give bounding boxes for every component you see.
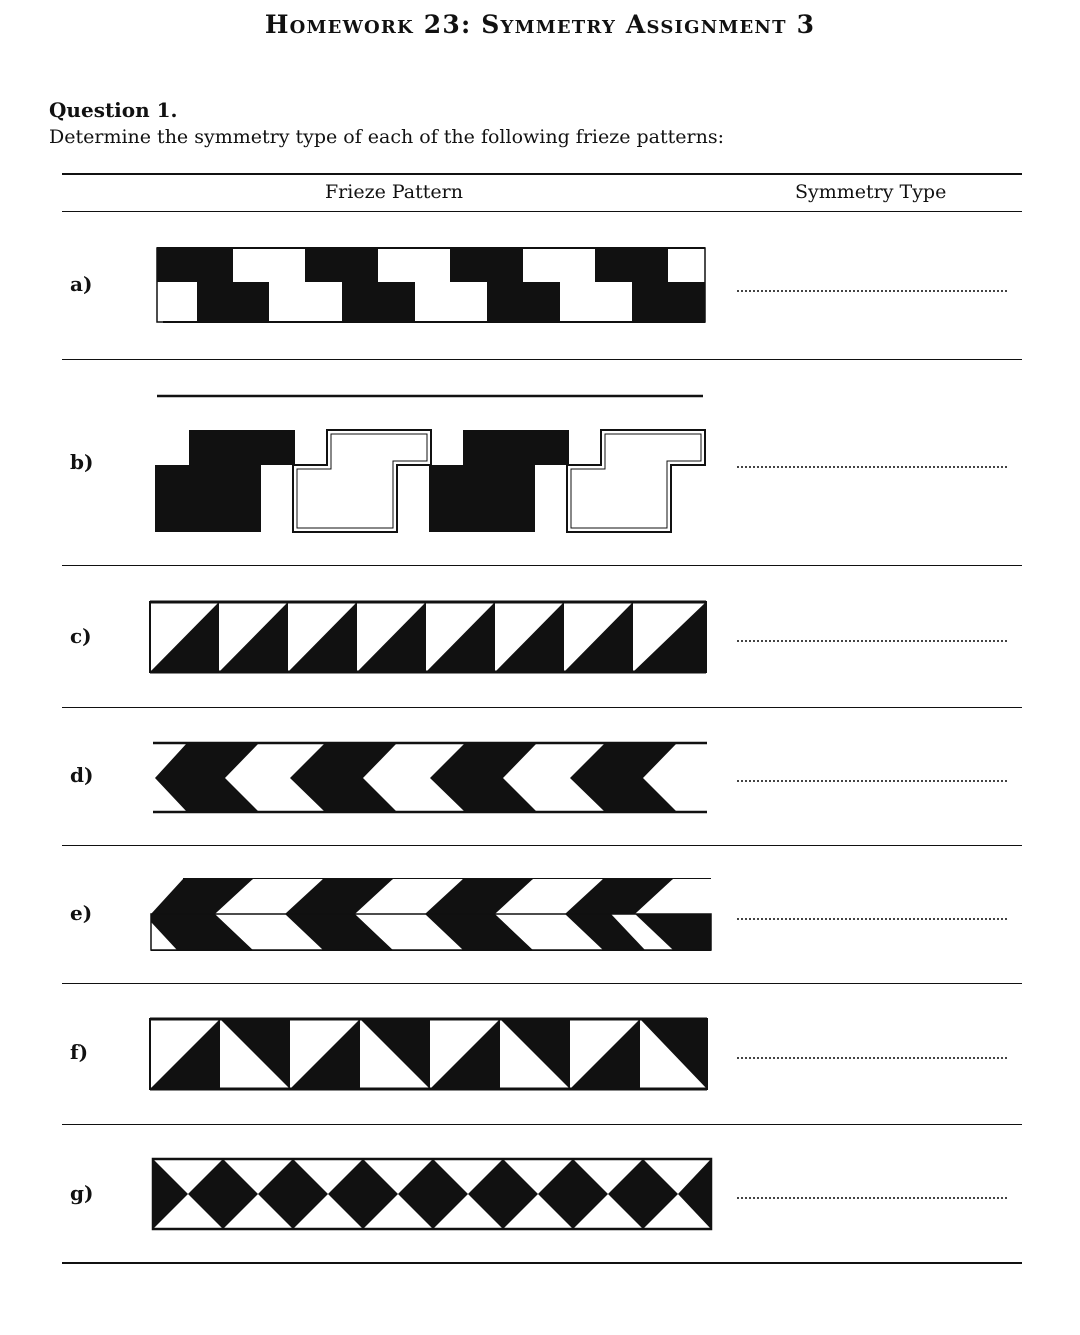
answer-blank-b[interactable] [737,466,1007,468]
answer-blank-c[interactable] [737,640,1007,642]
row-label-d: d) [70,763,94,787]
row-label-c: c) [70,624,92,648]
answer-blank-d[interactable] [737,780,1007,782]
row-label-b: b) [70,450,94,474]
row-label-e: e) [70,901,93,925]
row-label-a: a) [70,272,93,296]
row-label-g: g) [70,1181,94,1205]
answer-blank-g[interactable] [737,1197,1007,1199]
table-top-rule [62,173,1022,175]
table-bottom-rule [62,1262,1022,1264]
frieze-pattern-f [145,1014,720,1094]
frieze-pattern-e [145,874,720,956]
header-symmetry-type: Symmetry Type [795,181,947,203]
row-divider [62,565,1022,566]
frieze-pattern-g [145,1154,720,1234]
question-prompt: Determine the symmetry type of each of the following frieze patterns: [49,126,724,148]
frieze-pattern-a [145,245,720,325]
frieze-pattern-c [145,598,720,678]
table-header-rule [62,211,1022,212]
answer-blank-a[interactable] [737,290,1007,292]
answer-blank-f[interactable] [737,1057,1007,1059]
row-label-f: f) [70,1040,89,1064]
frieze-pattern-d [145,738,720,818]
row-divider [62,1124,1022,1125]
page-title: Homework 23: Symmetry Assignment 3 [264,10,816,39]
row-divider [62,845,1022,846]
answer-blank-e[interactable] [737,918,1007,920]
header-frieze-pattern: Frieze Pattern [325,181,463,203]
row-divider [62,983,1022,984]
frieze-pattern-b [145,390,720,540]
row-divider [62,359,1022,360]
question-label: Question 1. [49,98,178,122]
row-divider [62,707,1022,708]
